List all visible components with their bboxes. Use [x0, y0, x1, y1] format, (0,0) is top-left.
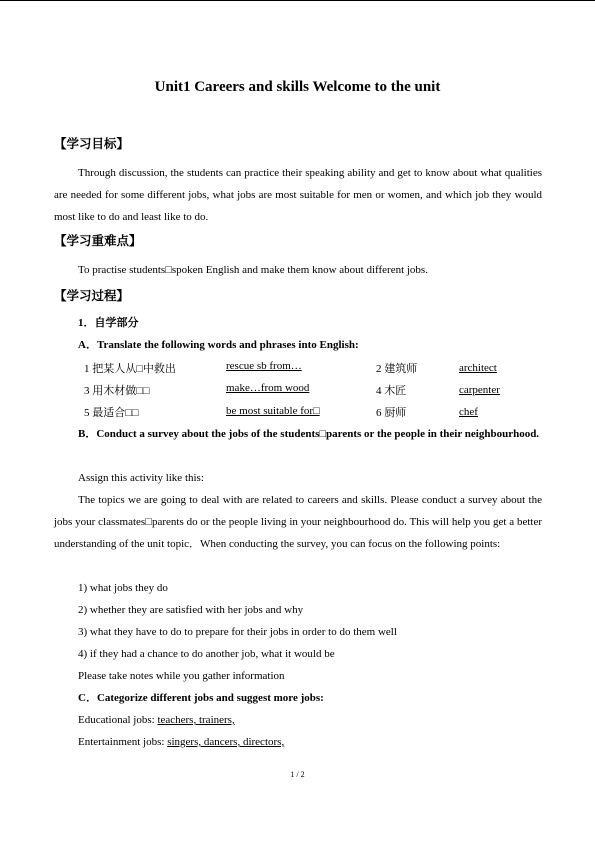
notes-text: Please take notes while you gather information	[78, 670, 285, 682]
survey-point-1: 1) what jobs they do	[78, 582, 168, 594]
category-label: Entertainment jobs:	[78, 736, 168, 748]
translation-en-1: rescue sb from…	[226, 360, 302, 372]
translation-cn-4: 4 木匠	[376, 385, 407, 397]
part-a-heading: A．Translate the following words and phrases into English:	[78, 339, 359, 351]
translation-en-6: chef	[459, 406, 478, 418]
assign-text: Assign this activity like this:	[78, 472, 204, 484]
section-heading-process: 【学习过程】	[54, 289, 130, 303]
goals-paragraph: Through discussion, the students can practice their speaking ability and get to know about what qualities are needed for some different jobs, what jobs are most suitable for men or women, and which job they would most like to do and least like to do.	[54, 167, 542, 223]
category-educational	[78, 709, 235, 731]
top-border-line	[0, 0, 595, 1]
translation-cn-2: 2 建筑师	[376, 363, 418, 375]
section-heading-key-points: 【学习重难点】	[54, 234, 142, 248]
survey-point-4: 4) if they had a chance to do another job, what it would be	[78, 648, 335, 660]
topics-paragraph: The topics we are going to deal with are related to careers and skills. Please conduct a survey about the jobs your classmates□parents do or the people living in your neighbourhood do. This will help you get a better understanding of the unit topic．When conducting the survey, you can focus on the following points:	[54, 494, 542, 550]
category-value: teachers, trainers,	[157, 714, 235, 726]
translation-cn-6: 6 厨师	[376, 407, 407, 419]
category-label: Educational jobs:	[78, 714, 158, 726]
translation-en-3: make…from wood	[226, 382, 310, 394]
survey-point-2: 2) whether they are satisfied with her jobs and why	[78, 604, 304, 616]
part1-heading: 1．自学部分	[78, 317, 139, 329]
page-number: 1 / 2	[290, 770, 305, 779]
translation-cn-1: 1 把某人从□中救出	[84, 363, 176, 375]
translation-en-5: be most suitable for□	[226, 405, 320, 417]
page-title: Unit1 Careers and skills Welcome to the unit	[154, 79, 441, 95]
category-entertainment	[78, 731, 284, 753]
survey-point-3: 3) what they have to do to prepare for their jobs in order to do them well	[78, 626, 397, 638]
translation-cn-5: 5 最适合□□	[84, 407, 139, 419]
part-c-heading: C．Categorize different jobs and suggest more jobs:	[78, 692, 324, 704]
section-heading-goals: 【学习目标】	[54, 137, 130, 151]
key-points-paragraph: To practise students□spoken English and make them know about different jobs.	[78, 264, 428, 276]
translation-en-2: architect	[459, 362, 497, 374]
category-value: singers, dancers, directors,	[167, 736, 285, 748]
part-b-heading: B．Conduct a survey about the jobs of the students□parents or the people in their neighbourhood.	[78, 428, 540, 440]
translation-en-4: carpenter	[459, 384, 500, 396]
translation-cn-3: 3 用木材做□□	[84, 385, 150, 397]
